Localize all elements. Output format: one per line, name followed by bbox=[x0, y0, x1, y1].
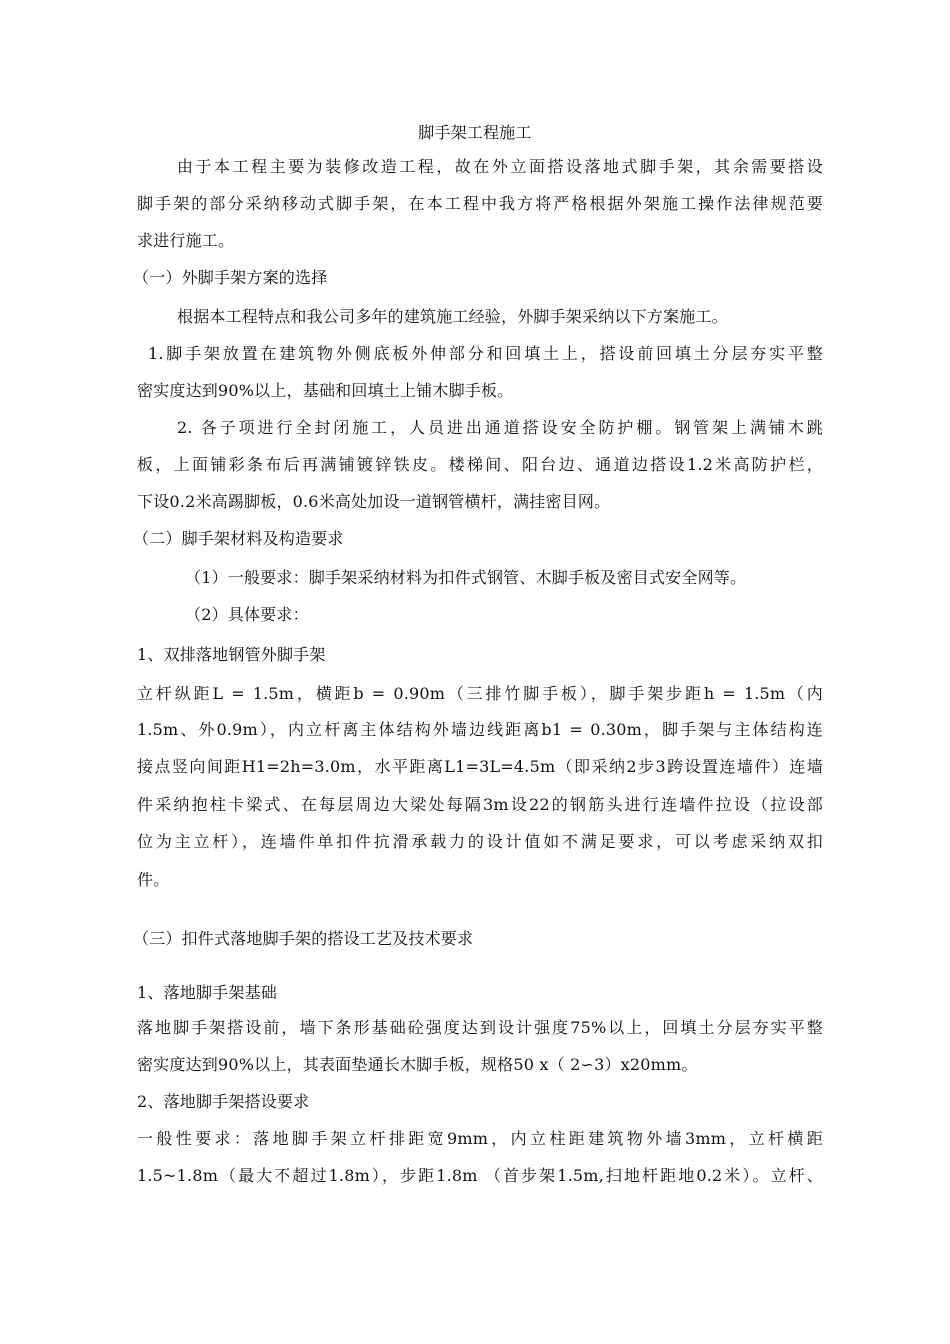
paragraph-line: 1.脚手架放置在建筑物外侧底板外伸部分和回填土上，搭设前回填土分层夯实平整 bbox=[148, 344, 823, 363]
paragraph-line: 下设0.2米高踢脚板，0.6米高处加设一道钢管横杆，满挂密目网。 bbox=[137, 492, 611, 511]
paragraph-line: 一般性要求：落地脚手架立杆排距宽9mm，内立柱距建筑物外墙3mm，立杆横距 bbox=[137, 1129, 823, 1148]
paragraph-line: 件。 bbox=[137, 870, 170, 889]
paragraph-line: 板，上面铺彩条布后再满铺镀锌铁皮。楼梯间、阳台边、通道边搭设1.2米高防护栏， bbox=[137, 455, 823, 474]
paragraph-line: 1.5~1.8m（最大不超过1.8m），步距1.8m （首步架1.5m,扫地杆距地0.2米）。立杆、 bbox=[137, 1166, 823, 1185]
paragraph-line: 立杆纵距L = 1.5m，横距b = 0.90m（三排竹脚手板），脚手架步距h = 1.5m（内 bbox=[137, 684, 823, 703]
paragraph-line: 根据本工程特点和我公司多年的建筑施工经验，外脚手架采纳以下方案施工。 bbox=[177, 307, 728, 326]
paragraph-line: 落地脚手架搭设前，墙下条形基础砼强度达到设计强度75%以上，回填土分层夯实平整 bbox=[137, 1018, 823, 1037]
paragraph-line: 由于本工程主要为装修改造工程，故在外立面搭设落地式脚手架，其余需要搭设 bbox=[177, 157, 823, 176]
document-title: 脚手架工程施工 bbox=[418, 123, 532, 142]
section-heading: （二）脚手架材料及构造要求 bbox=[133, 529, 344, 548]
subsection-heading: 1、落地脚手架基础 bbox=[137, 983, 277, 1002]
paragraph-line: 求进行施工。 bbox=[137, 231, 235, 250]
paragraph-line: 接点竖向间距H1=2h=3.0m，水平距离L1=3L=4.5m（即采纳2步3跨设置连墙件）连墙 bbox=[137, 757, 823, 776]
paragraph-line: 1.5m、外0.9m），内立杆离主体结构外墙边线距离b1 = 0.30m，脚手架与主体结构连 bbox=[137, 720, 823, 739]
paragraph-line: 件采纳抱柱卡梁式、在每层周边大梁处每隔3m设22的钢筋头进行连墙件拉设（拉设部 bbox=[137, 795, 823, 814]
paragraph-line: 脚手架的部分采纳移动式脚手架，在本工程中我方将严格根据外架施工操作法律规范要 bbox=[137, 194, 823, 213]
subsection-heading: 2、落地脚手架搭设要求 bbox=[137, 1092, 310, 1111]
paragraph-line: 位为主立杆），连墙件单扣件抗滑承载力的设计值如不满足要求，可以考虑采纳双扣 bbox=[137, 832, 823, 851]
paragraph-line: 密实度达到90%以上，其表面垫通长木脚手板，规格50 x（ 2∽3）x20mm。 bbox=[137, 1055, 698, 1074]
section-heading: （一）外脚手架方案的选择 bbox=[133, 268, 328, 287]
subsection-heading: 1、双排落地钢管外脚手架 bbox=[137, 645, 326, 664]
paragraph-line: （1）一般要求：脚手架采纳材料为扣件式钢管、木脚手板及密目式安全网等。 bbox=[185, 568, 747, 587]
paragraph-line: （2）具体要求： bbox=[185, 605, 309, 624]
paragraph-line: 密实度达到90%以上，基础和回填土上铺木脚手板。 bbox=[137, 381, 514, 400]
paragraph-line: 2. 各子项进行全封闭施工，人员进出通道搭设安全防护棚。钢管架上满铺木跳 bbox=[177, 418, 823, 437]
section-heading: （三）扣件式落地脚手架的搭设工艺及技术要求 bbox=[133, 929, 474, 948]
